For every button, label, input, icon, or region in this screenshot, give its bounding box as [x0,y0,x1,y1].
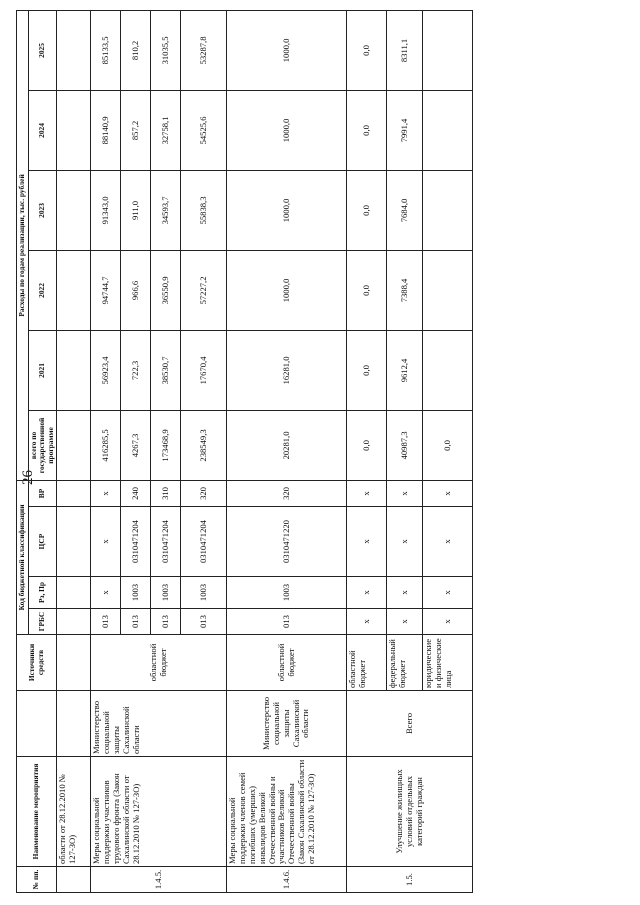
cell-grbs: 013 [227,609,347,635]
col-csr: ЦСР [28,507,57,577]
cell-value: 911,0 [121,170,151,250]
cell-value [57,10,91,90]
row-source: областной бюджет [227,635,347,691]
row-name: Меры социальной поддержки участников трудового фронта (Закон Сахалинской области от 28.12.2010 № 127-ЗО) [91,757,227,867]
cell-vr: 240 [121,480,151,506]
col-year: 2025 [28,10,57,90]
cell-value: 0,0 [347,250,387,330]
cell-grbs: 013 [91,609,121,635]
cell-value: 722,3 [121,330,151,410]
cell-csr: x [387,507,423,577]
cell-grbs: 013 [151,609,181,635]
cell-csr: x [91,507,121,577]
col-grbs: ГРБС [28,609,57,635]
cell-csr: x [347,507,387,577]
row-no [57,867,91,893]
cell-csr: 0310471220 [227,507,347,577]
cell-value: 91343,0 [91,170,121,250]
cell-total: 20281,0 [227,410,347,480]
cell-grbs: x [423,609,473,635]
cell-rz-pr: 1003 [227,577,347,609]
cell-value: 57227,2 [181,250,227,330]
cell-total: 0,0 [423,410,473,480]
col-responsible [17,691,57,757]
cell-rz-pr: 1003 [181,577,227,609]
cell-csr [57,507,91,577]
cell-vr: 310 [151,480,181,506]
cell-rz-pr: x [91,577,121,609]
cell-value: 7684,0 [387,170,423,250]
row-responsible: Министерство социальной защиты Сахалинской области [91,691,227,757]
table-row [227,10,347,892]
col-name: Наименование мероприятия [17,757,57,867]
cell-value: 31035,5 [151,10,181,90]
cell-value: 0,0 [347,330,387,410]
cell-value: 17670,4 [181,330,227,410]
cell-value: 0,0 [347,170,387,250]
cell-rz-pr: 1003 [121,577,151,609]
cell-value [57,330,91,410]
cell-grbs: 013 [121,609,151,635]
cell-vr [57,480,91,506]
cell-value: 1000,0 [227,90,347,170]
col-no: № пп. [17,867,57,893]
cell-value: 1000,0 [227,10,347,90]
cell-rz-pr: x [423,577,473,609]
cell-value: 36550,9 [151,250,181,330]
cell-vr: x [91,480,121,506]
cell-value: 857,2 [121,90,151,170]
cell-value: 966,6 [121,250,151,330]
col-year: 2022 [28,250,57,330]
cell-total: 0,0 [347,410,387,480]
cell-grbs: 013 [181,609,227,635]
cell-csr: 0310471204 [121,507,151,577]
col-rz-pr: Рз, Пр [28,577,57,609]
cell-value [423,170,473,250]
cell-value: 1000,0 [227,250,347,330]
row-responsible: Министерство социальной защиты Сахалинской области [227,691,347,757]
cell-grbs [57,609,91,635]
cell-value: 38530,7 [151,330,181,410]
row-name: Меры социальной поддержки членов семей погибших (умерших) инвалидов Великой Отечественной войны и участников Великой Отечественной войны (Закон Сахалинской области от 28.12.2010 № 127-ЗО) [227,757,347,867]
cell-value: 8311,1 [387,10,423,90]
col-year: 2023 [28,170,57,250]
cell-value: 53287,8 [181,10,227,90]
cell-value [57,170,91,250]
cell-value: 85133,5 [91,10,121,90]
cell-value: 88140,9 [91,90,121,170]
cell-vr: 320 [181,480,227,506]
cell-total: 4267,3 [121,410,151,480]
cell-value: 32758,1 [151,90,181,170]
cell-value [423,250,473,330]
row-no: 1.5. [347,867,473,893]
row-responsible: Всего [347,691,473,757]
cell-vr: x [423,480,473,506]
cell-value: 0,0 [347,90,387,170]
row-name: Улучшение жилищных условий отдельных категорий граждан [347,757,473,867]
row-name: области от 28.12.2010 № 127-ЗО) [57,757,91,867]
col-vr: ВР [28,480,57,506]
cell-grbs: x [387,609,423,635]
cell-value: 55838,3 [181,170,227,250]
cell-total: 173468,9 [151,410,181,480]
cell-rz-pr: x [347,577,387,609]
cell-total: 238549,3 [181,410,227,480]
cell-value: 7388,4 [387,250,423,330]
row-source: областной бюджет [347,635,387,691]
cell-value: 16281,0 [227,330,347,410]
cell-vr: x [347,480,387,506]
col-expenses: Расходы по годам реализации, тыс. рублей [17,10,29,480]
cell-value: 34593,7 [151,170,181,250]
table-row [347,10,387,892]
cell-total: 416285,5 [91,410,121,480]
cell-grbs: x [347,609,387,635]
page-number: 26 [20,470,36,485]
cell-value [423,330,473,410]
cell-vr: x [387,480,423,506]
col-budget-code: Код бюджетной классификации [17,480,29,634]
cell-value [57,90,91,170]
col-source: Источники средств [17,635,57,691]
cell-value [423,90,473,170]
cell-value: 94744,7 [91,250,121,330]
cell-value: 0,0 [347,10,387,90]
row-no: 1.4.5. [91,867,227,893]
row-no: 1.4.6. [227,867,347,893]
cell-csr: x [423,507,473,577]
cell-csr: 0310471204 [181,507,227,577]
row-source: юридические и физические лица [423,635,473,691]
cell-vr: 320 [227,480,347,506]
table-row [57,10,91,892]
col-total: всего по государственной программе [28,410,57,480]
cell-value: 7991,4 [387,90,423,170]
cell-csr: 0310471204 [151,507,181,577]
header-row-1 [17,10,29,892]
cell-rz-pr [57,577,91,609]
table-row [91,10,121,892]
budget-table [16,10,473,893]
cell-total: 40987,3 [387,410,423,480]
col-year: 2024 [28,90,57,170]
cell-value [423,10,473,90]
cell-total [57,410,91,480]
cell-rz-pr: 1003 [151,577,181,609]
cell-value: 56923,4 [91,330,121,410]
cell-value [57,250,91,330]
cell-value: 54525,6 [181,90,227,170]
cell-rz-pr: x [387,577,423,609]
row-source [57,635,91,691]
row-responsible [57,691,91,757]
cell-value: 9612,4 [387,330,423,410]
cell-value: 810,2 [121,10,151,90]
row-source: федеральный бюджет [387,635,423,691]
col-year: 2021 [28,330,57,410]
row-source: областной бюджет [91,635,227,691]
cell-value: 1000,0 [227,170,347,250]
